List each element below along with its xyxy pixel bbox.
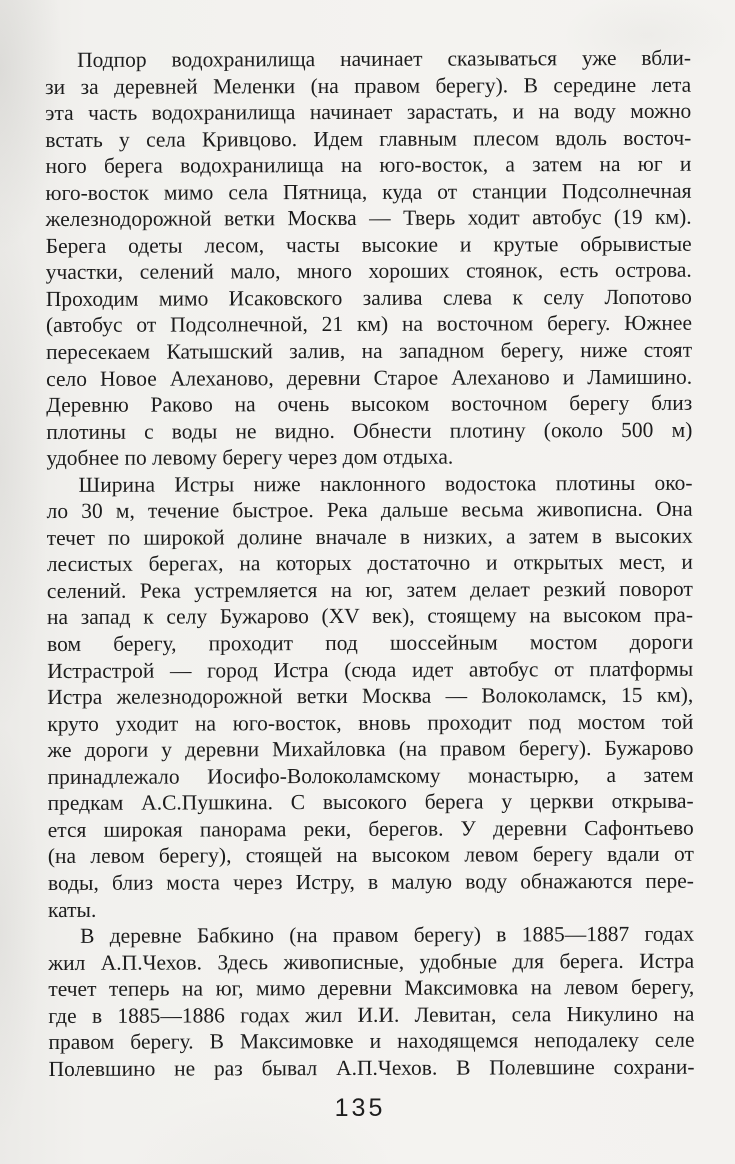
text-line: вом берегу, проходит под шоссейным мостом дороги <box>47 629 694 657</box>
text-block <box>45 45 695 1083</box>
text-line: селений. Река устремляется на юг, затем делает резкий поворот <box>46 576 693 603</box>
text-line: Полевшино не раз бывал А.П.Чехов. В Полевшине сохрани- <box>48 1054 695 1081</box>
text-line: каты. <box>47 897 97 922</box>
text-line: Истрастрой — город Истра (сюда идет автобус от платформы <box>47 656 694 683</box>
text-line: Ширина Истры ниже наклонного водостока плотины око- <box>78 470 693 497</box>
text-line: Подпор водохранилища начинает сказываться уже вбли- <box>77 45 692 72</box>
text-line: железнодорожной ветки Москва — Тверь ходит автобус (19 км). <box>45 205 692 232</box>
text-line: ного берега водохранилища на юго-восток, а затем на юг и <box>45 151 692 179</box>
text-line: же дороги у деревни Михайловка (на правом берегу). Бужарово <box>47 735 694 763</box>
text-line: воды, близ моста через Истру, в малую воду обнажаются пере- <box>47 868 694 895</box>
page-number: 135 <box>334 1094 386 1122</box>
paragraph <box>48 921 695 1083</box>
text-line: В деревне Бабкино (на правом берегу) в 1885—1887 годах <box>80 921 695 948</box>
text-line: на запад к селу Бужарово (XV век), стоящему на высоком пра- <box>46 603 694 630</box>
text-line: ется широкая панорама реки, берегов. У деревни Сафонтьево <box>47 815 694 842</box>
text-line: Истра железнодорожной ветки Москва — Волоколамск, 15 км), <box>47 682 694 710</box>
text-line: принадлежало Иосифо-Волоколамскому монастырю, а затем <box>47 762 694 789</box>
text-line: Деревню Раково на очень высоком восточном берегу близ <box>46 390 693 418</box>
text-line: юго-восток мимо села Пятница, куда от станции Подсолнечная <box>45 178 692 205</box>
text-line: где в 1885—1886 годах жил И.И. Левитан, села Никулино на <box>48 1001 695 1028</box>
text-line: зи за деревней Меленки (на правом берегу). В середине лета <box>45 72 692 99</box>
text-line: (автобус от Подсолнечной, 21 км) на восточном берегу. Южнее <box>45 311 693 338</box>
text-line: течет по широкой долине вначале в низких, а затем в высоких <box>46 523 693 550</box>
text-line: правом берегу. В Максимовке и находящемся неподалеку селе <box>48 1027 695 1055</box>
paragraph <box>46 469 694 923</box>
text-line: круто уходит на юго-восток, вновь проходит под мостом той <box>47 709 694 736</box>
text-line: ло 30 м, течение быстрое. Река дальше весьма живописна. Она <box>46 497 693 524</box>
text-line: предкам А.С.Пушкина. С высокого берега у церкви открыва- <box>47 789 694 816</box>
text-line: (на левом берегу), стоящей на высоком левом берегу вдали от <box>47 842 694 869</box>
text-line: течет теперь на юг, мимо деревни Максимовка на левом берегу, <box>48 974 695 1002</box>
text-line: пересекаем Катышский залив, на западном берегу, ниже стоят <box>46 337 693 365</box>
text-line: плотины с воды не видно. Обнести плотину (около 500 м) <box>46 417 693 444</box>
text-line: участки, селений мало, много хороших стоянок, есть острова. <box>45 258 692 285</box>
text-line: Проходим мимо Исаковского залива слева к селу Лопотово <box>45 284 692 311</box>
text-line: лесистых берегах, на которых достаточно и открытых мест, и <box>46 550 693 577</box>
paragraph <box>45 45 692 472</box>
text-line: удобнее по левому берегу через дом отдыха. <box>46 444 454 471</box>
text-line: эта часть водохранилища начинает зарастать, и на воду можно <box>45 98 692 126</box>
text-line: встать у села Кривцово. Идем главным плесом вдоль восточ- <box>45 125 692 152</box>
text-line: Берега одеты лесом, часты высокие и крутые обрывистые <box>45 231 692 258</box>
text-line: жил А.П.Чехов. Здесь живописные, удобные для берега. Истра <box>48 948 695 975</box>
text-line: село Новое Алеханово, деревни Старое Алеханово и Ламишино. <box>46 364 693 391</box>
